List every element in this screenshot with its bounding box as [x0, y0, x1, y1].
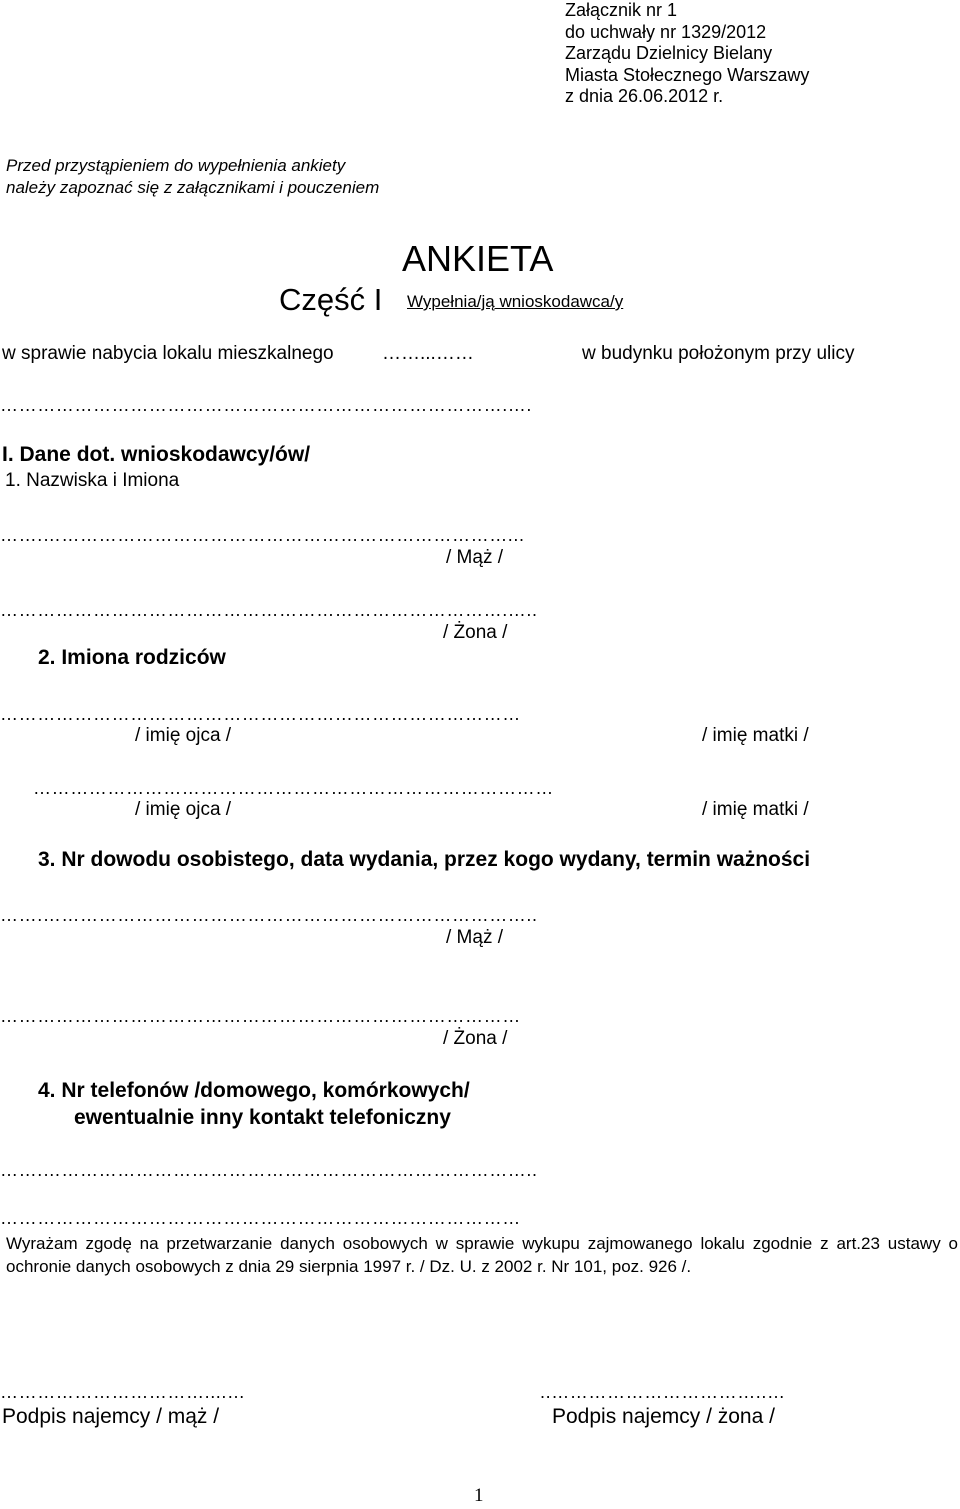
id-wife-dots-field[interactable]: …………………………………………………………………………	[0, 1006, 521, 1026]
signature-wife-label: Podpis najemcy / żona /	[552, 1405, 775, 1428]
wife-label: / Żona /	[443, 622, 508, 643]
street-dots-field[interactable]: ……………………………………………………………………….….	[0, 395, 533, 415]
id-husband-dots-field[interactable]: …….……………………………………………………………………..	[0, 905, 538, 925]
subject-text-b: w budynku położonym przy ulicy	[582, 343, 855, 364]
intro-line: Przed przystąpieniem do wypełnienia ankiety	[6, 156, 346, 175]
intro-line: należy zapoznać się z załącznikami i pouczeniem	[6, 178, 380, 197]
parents2-dots-field[interactable]: …………………………………………………………………………	[33, 778, 554, 798]
id-wife-label: / Żona /	[443, 1028, 508, 1049]
part-label: Część I	[279, 282, 383, 317]
id-husband-label: / Mąż /	[446, 927, 504, 948]
husband-name-dots-field[interactable]: …….…………………………………………………………………...	[0, 525, 525, 545]
signature-husband-dots-field[interactable]: ……………………………....…	[0, 1382, 246, 1402]
consent-statement: Wyrażam zgodę na przetwarzanie danych osobowych w sprawie wykupu zajmowanego lokalu zgodnie z art.23 ustawy o ochronie danych osobowych z dnia 29 sierpnia 1997 r. / Dz. U. z 2002 r. Nr 101, poz. 926 /.	[6, 1234, 958, 1276]
section-heading: I. Dane dot. wnioskodawcy/ów/	[2, 443, 311, 466]
husband-label: / Mąż /	[446, 547, 504, 568]
intro-note	[6, 155, 379, 199]
phone1-dots-field[interactable]: …….……………………………………………………………………..	[0, 1160, 538, 1180]
annex-line: Załącznik nr 1	[565, 0, 678, 20]
annex-header	[565, 0, 955, 108]
parents1-dots-field[interactable]: …………………………………………………………………………	[0, 704, 521, 724]
annex-line: z dnia 26.06.2012 r.	[565, 86, 724, 106]
annex-line: Miasta Stołecznego Warszawy	[565, 64, 810, 85]
father2-label: / imię ojca /	[135, 799, 232, 820]
mother1-label: / imię matki /	[702, 725, 809, 746]
item-names: 1. Nazwiska i Imiona	[5, 470, 180, 491]
annex-line: Zarządu Dzielnicy Bielany	[565, 43, 773, 63]
item-parents: 2. Imiona rodziców	[38, 646, 226, 669]
item-phones-cont: ewentualnie inny kontakt telefoniczny	[74, 1106, 451, 1129]
mother2-label: / imię matki /	[702, 799, 809, 820]
part-note: Wypełnia/ją wnioskodawca/y	[407, 292, 624, 311]
item-phones: 4. Nr telefonów /domowego, komórkowych/	[38, 1079, 470, 1102]
wife-name-dots-field[interactable]: ……………………………………………………………………….…..	[0, 600, 538, 620]
phone2-dots-field[interactable]: …………………………………………………………………………	[0, 1208, 521, 1228]
document-title: ANKIETA	[402, 238, 554, 279]
father1-label: / imię ojca /	[135, 725, 232, 746]
subject-text-a: w sprawie nabycia lokalu mieszkalnego	[2, 343, 334, 364]
signature-husband-label: Podpis najemcy / mąż /	[2, 1405, 220, 1428]
signature-wife-dots-field[interactable]: ..……………………………..…	[540, 1382, 786, 1402]
item-id-card: 3. Nr dowodu osobistego, data wydania, przez kogo wydany, termin ważności	[38, 848, 811, 871]
annex-line: do uchwały nr 1329/2012	[565, 21, 767, 42]
page-number: 1	[474, 1485, 484, 1506]
subject-dots-field[interactable]: ……...……	[382, 343, 474, 364]
